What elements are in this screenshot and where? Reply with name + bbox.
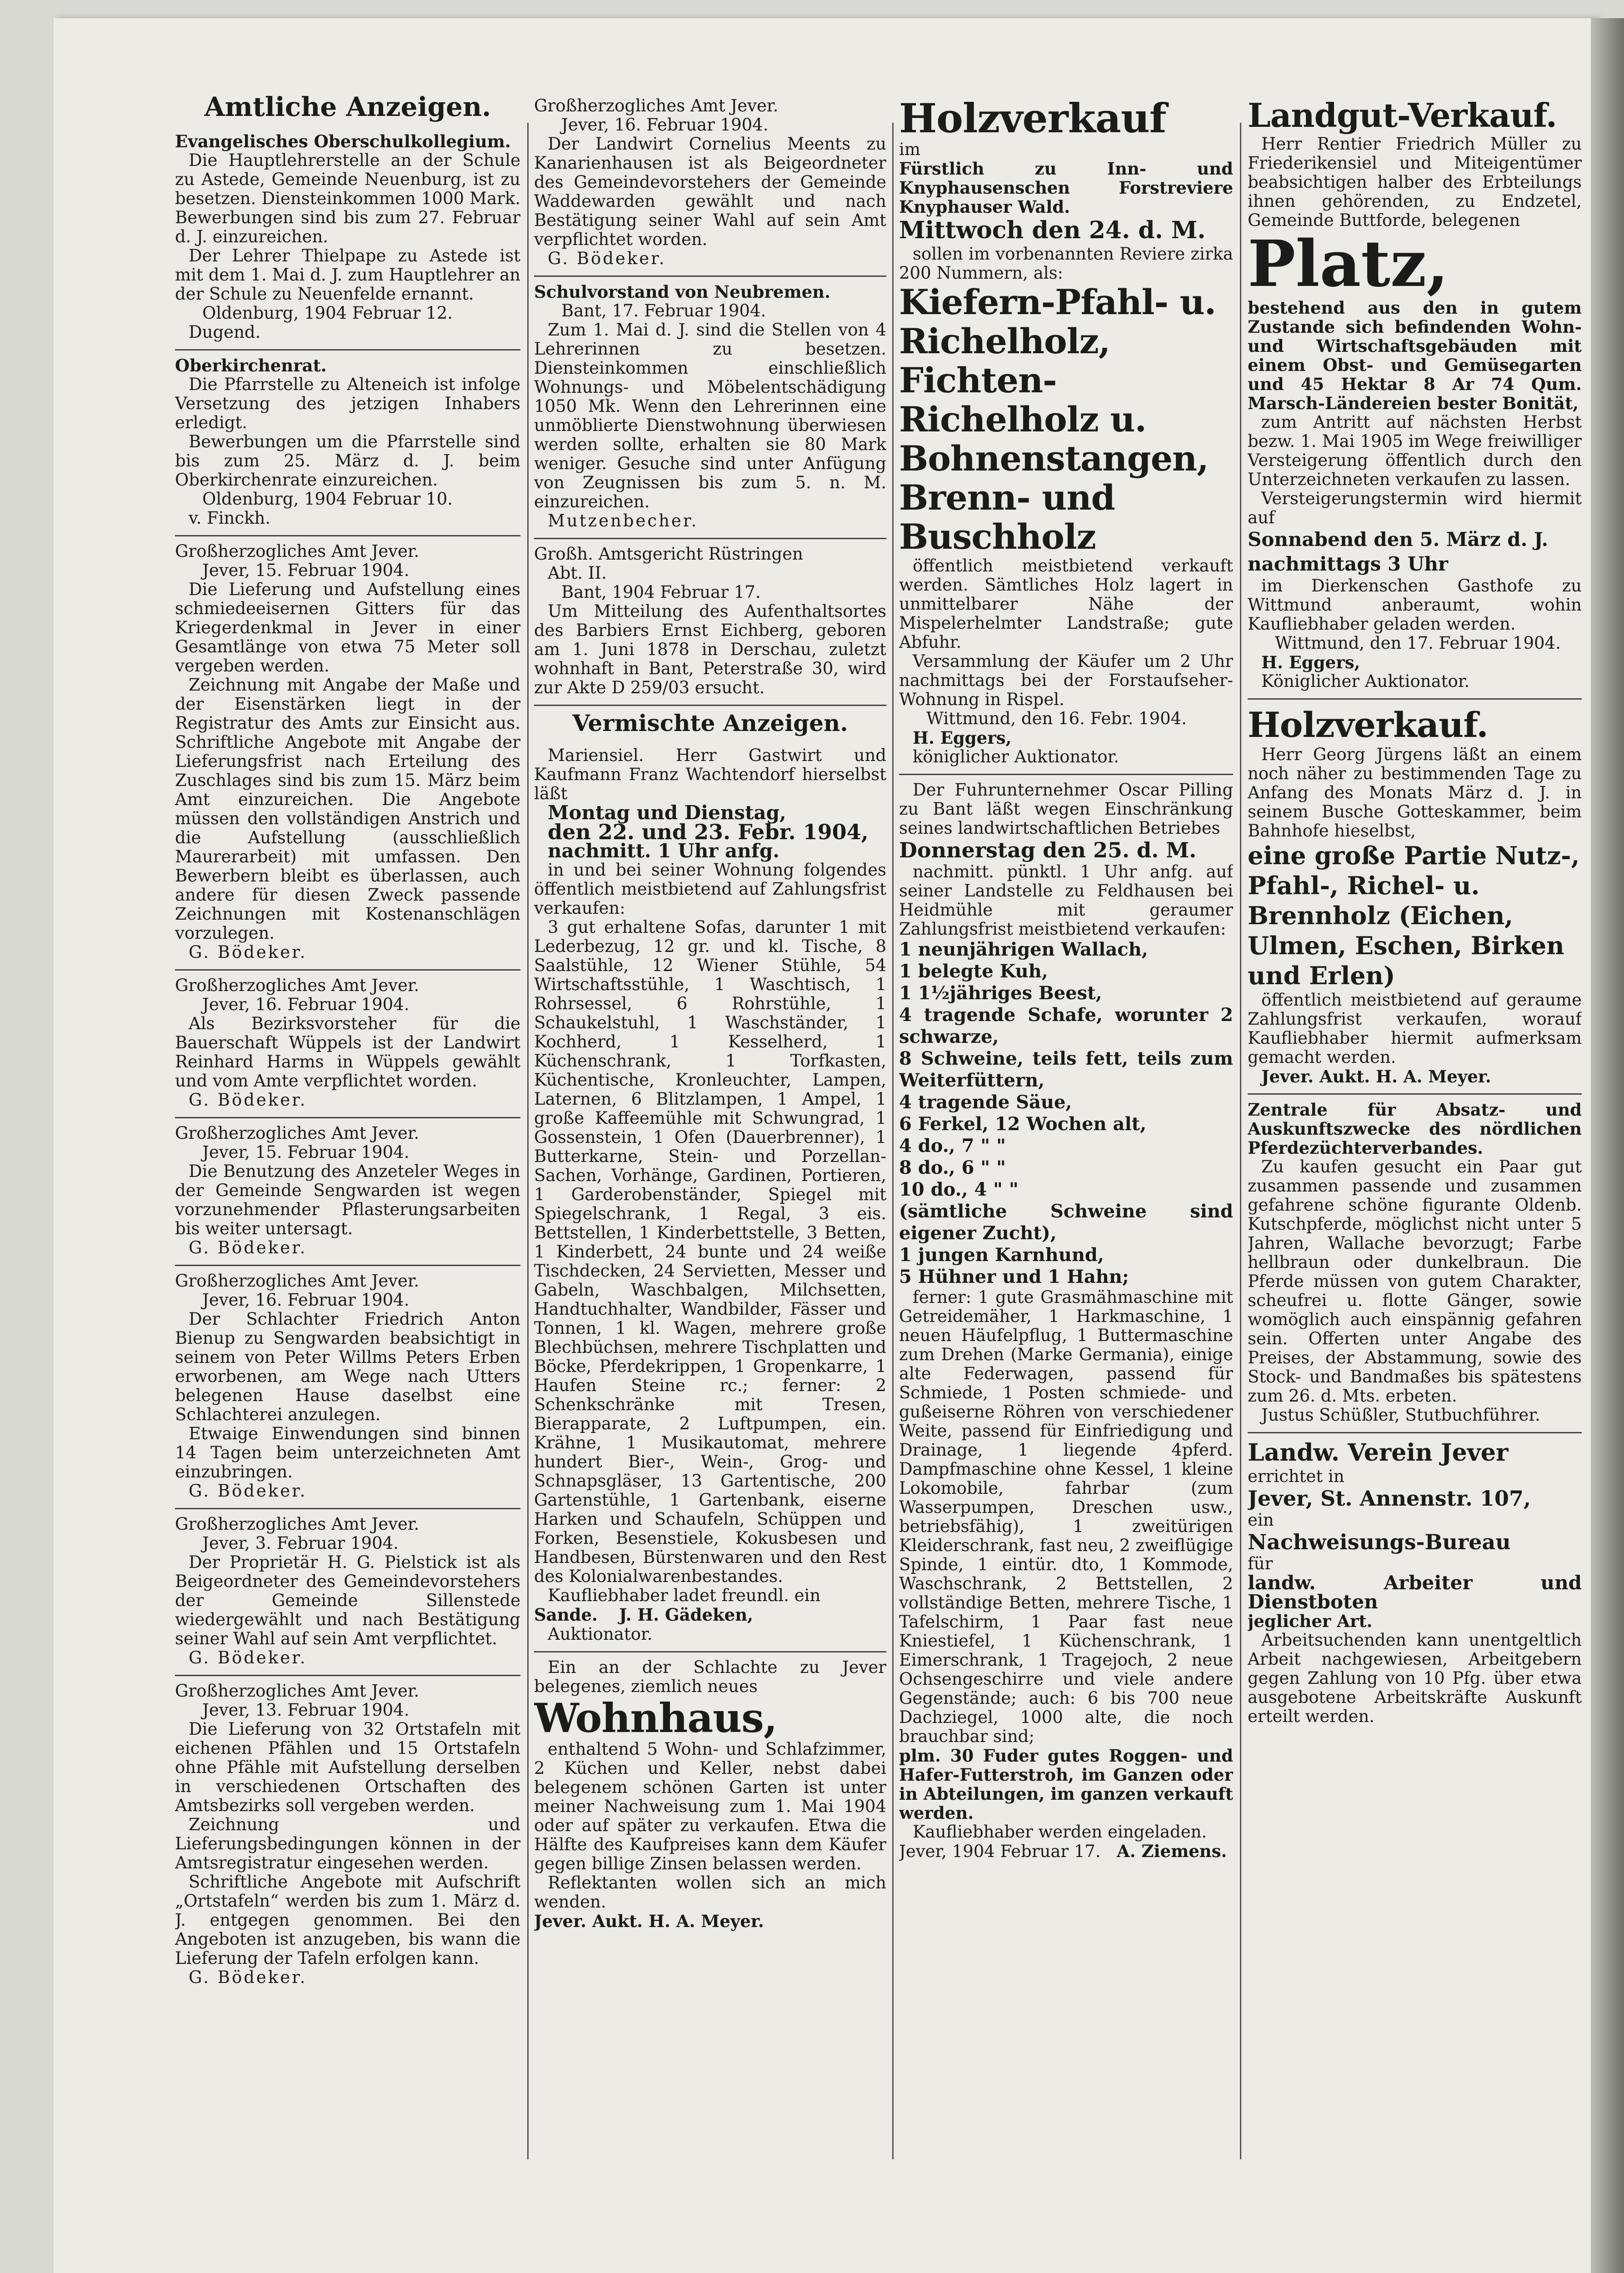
ad-signature: Justus Schüßler, Stutbuchführer.	[1261, 1405, 1540, 1425]
column-notices-misc	[534, 91, 886, 2164]
notice-date: Jever, 16. Februar 1904.	[561, 115, 769, 135]
notice-date: Oldenburg, 1904 Februar 10.	[202, 489, 453, 509]
column-rule	[1240, 123, 1241, 2159]
employment-bureau-ad	[1248, 1433, 1582, 1733]
wood-sale-ad	[1248, 700, 1582, 1095]
notice-date: Jever, 3. Februar 1904.	[202, 1533, 399, 1553]
farm-auction-ad	[899, 775, 1233, 1868]
column-auctions	[899, 91, 1233, 2164]
notice-text: Als Bezirksvorsteher für die Bauerschaft Wüppels ist der Landwirt Reinhard Harms in Wüppels gewählt und vom Amte verpflichtet worden.	[175, 1014, 520, 1091]
notice-text: Zum 1. Mai d. J. sind die Stellen von 4 Lehrerinnen zu besetzen. Diensteinkommen einschließlich Wohnungs- und Möbelentschädigung 1050 Mk. Wenn den Lehrerinnen eine unmöblierte Dienstwohnung überwiesen werden sollte, erhalten sie 80 Mark weniger. Gesuche sind unter Anfügung von Zeugnissen bis zum 5. n. M. einzureichen.	[534, 320, 886, 511]
animal-item: 8 do., 6 " "	[899, 1157, 1006, 1178]
notice-date: Jever, 15. Februar 1904.	[202, 1142, 410, 1162]
notice-text: Die Pfarrstelle zu Alteneich ist infolge Versetzung des jetzigen Inhabers erledigt.	[175, 375, 520, 432]
animal-item: 4 tragende Schafe, worunter 2 schwarze,	[899, 1004, 1233, 1047]
animal-item: 1 jungen Karnhund,	[899, 1244, 1104, 1266]
notice	[175, 1266, 520, 1509]
ad-subline: landw. Arbeiter und Dienstboten	[1248, 1572, 1582, 1613]
notice-signature: Mutzenbecher.	[548, 511, 699, 531]
notice	[175, 126, 520, 350]
ad-text: ferner: 1 gute Grasmähmaschine mit Getreidemäher, 1 Harkmaschine, 1 neuen Häufelpflug, 1 Buttermaschine zum Drehen (Marke Germania), einige alte Federwagen, passend für Schmiede, 1 Posten schmiede- und gußeiserne Röhren von verschiedener Weite, passend für Einfriedigung und Drainage, 1 liegende 4pferd. Dampfmaschine ohne Kessel, 1 kleine Lokomobile, fahrbar (zum Wasserpumpen, Dreschen usw., betriebsfähig), 1 zweitürigen Kleiderschrank, fast neu, 2 zweiflügige Spinde, 1 eintür. dto, 1 Kommode, Waschschrank, 2 Bettstellen, 2 vollständige Betten, mehrere Tische, 1 Tafelschirm, 1 Paar fast neue Kniestiefel, 1 Küchenschrank, 1 Eimerschrank, 1 Tragejoch, 2 neue Ochsengeschirre und viele andere Gegenstände; auch: 6 bis 700 neue Dachziegel, 1000 alte, die noch brauchbar sind;	[899, 1287, 1233, 1746]
ad-title: Zentrale für Absatz- und Auskunftszwecke des nördlichen Pferdezüchterverbandes.	[1248, 1100, 1582, 1158]
ad-big-word: Platz,	[1248, 227, 1449, 301]
estate-sale-ad	[1248, 91, 1582, 700]
ad-date-line: Donnerstag den 25. d. M.	[899, 838, 1197, 862]
ad-text: Herr Georg Jürgens läßt an einem noch näher zu bestimmenden Tage zu Anfang des Monats März d. J. in seinem Busche Gotteskammer, beim Bahnhofe hieselbst,	[1248, 745, 1582, 841]
column-official-notices	[175, 91, 520, 2164]
notice	[175, 1509, 520, 1676]
notice	[175, 1118, 520, 1266]
ad-date-line: Mittwoch den 24. d. M.	[899, 216, 1206, 244]
ad-subline: ein	[1248, 1510, 1274, 1530]
notice-text: Schriftliche Angebote mit Aufschrift „Ortstafeln“ werden bis zum 1. März d. J. entgegen genommen. Bei den Angeboten ist anzugeben, bis wann die Lieferung der Tafeln erfolgen kann.	[175, 1872, 520, 1968]
ad-date-line: Montag und Dienstag,	[548, 801, 786, 824]
animal-item: 4 do., 7 " "	[899, 1135, 1006, 1157]
notice-subtitle: Abt. II.	[548, 563, 607, 583]
notice	[175, 536, 520, 971]
ad-items-headline: Kiefern-Pfahl- u. Richelholz, Fichten-Richelholz u. Bohnenstangen, Brenn- und Buschholz	[899, 282, 1216, 557]
ad-text: Reflektanten wollen sich an mich wenden.	[534, 1873, 886, 1912]
ad-subline: jeglicher Art.	[1248, 1611, 1373, 1631]
ad-text: öffentlich meistbietend verkauft werden. Sämtliches Holz lagert in unmittelbarer Nähe der Mispelerhelmter Landstraße; gute Abfuhr.	[899, 556, 1233, 652]
ad-text: Versteigerungstermin wird hiermit auf	[1248, 489, 1582, 527]
ad-text: Versammlung der Käufer um 2 Uhr nachmittags bei der Forstaufseher-Wohnung in Rispel.	[899, 651, 1233, 709]
ad-date-line: Sonnabend den 5. März d. J.	[1248, 528, 1549, 551]
notice-text: Der Lehrer Thielpape zu Astede ist mit dem 1. Mai d. J. zum Hauptlehrer an der Schule zu Neuenfelde ernannt.	[175, 246, 520, 304]
notice-signature: v. Finckh.	[189, 508, 271, 528]
ad-date-line: den 22. und 23. Febr. 1904,	[548, 820, 869, 844]
page-binding-edge	[1591, 18, 1624, 2273]
notice-title: Großherzogliches Amt Jever.	[534, 96, 779, 115]
ad-signature: J. H. Gädeken,	[619, 1605, 753, 1625]
notice-title: Großherzogliches Amt Jever.	[175, 1271, 420, 1291]
ad-date-line: nachmitt. 1 Uhr anfg.	[548, 840, 780, 862]
notice	[534, 277, 886, 539]
ad-headline: Holzverkauf.	[1248, 705, 1488, 745]
notice-text: Zeichnung mit Angabe der Maße und der Eisenstärken liegt in der Registratur des Amts zur Einsicht aus. Schriftliche Angebote mit Angabe der Lieferungsfrist nach Erteilung des Zuschlages sind bis zum 15. März beim Amt einzureichen. Die Angebote müssen den vollständigen Anstrich und die Aufstellung (ausschließlich Maurerarbeit) mit umfassen. Den Bewerbern bleibt es überlassen, auch andere für diesen Zweck passende Zeichnungen mit Kostenanschlägen vorzulegen.	[175, 675, 520, 943]
ad-headline: Holzverkauf	[899, 95, 1166, 142]
horse-wanted-ad	[1248, 1095, 1582, 1433]
notice-date: Jever, 16. Februar 1904.	[202, 995, 410, 1014]
notice-signature: G. Bödeker.	[189, 1481, 307, 1501]
notice-date: Oldenburg, 1904 Februar 12.	[202, 303, 453, 323]
notice	[175, 1676, 520, 1994]
notice-text: Der Schlachter Friedrich Anton Bienup zu Sengwarden beabsichtigt in seinem von Peter Willms Peters Erben erworbenen, am Wege nach Utters belegenen Hause daselbst eine Schlachterei anzulegen.	[175, 1309, 520, 1424]
column-rule	[527, 123, 529, 2159]
ad-headline: Wohnhaus,	[534, 1694, 777, 1742]
ad-subline: für	[1248, 1554, 1273, 1573]
notice-text: Die Hauptlehrerstelle an der Schule zu Astede, Gemeinde Neuenburg, ist zu besetzen. Diensteinkommen 1000 Mark. Bewerbungen sind bis zum 27. Februar d. J. einzureichen.	[175, 150, 520, 246]
ad-intro: Der Fuhrunternehmer Oscar Pilling zu Bant läßt wegen Einschränkung seines landwirtschaftlichen Betriebes	[899, 780, 1233, 838]
ad-role: Königlicher Auktionator.	[1261, 671, 1470, 691]
ad-text: plm. 30 Fuder gutes Roggen- und Hafer-Futterstroh, im Ganzen oder in Abteilungen, im ganzen verkauft werden.	[899, 1746, 1233, 1823]
animal-item: 5 Hühner und 1 Hahn;	[899, 1266, 1129, 1287]
ad-headline: Nachweisungs-Bureau	[1248, 1530, 1511, 1554]
ad-intro: Ein an der Schlachte zu Jever belegenes, ziemlich neues	[534, 1657, 886, 1696]
notice	[534, 91, 886, 277]
column-rule	[892, 123, 894, 2159]
notice-date: Jever, 16. Februar 1904.	[202, 1290, 410, 1310]
ad-text: in und bei seiner Wohnung folgendes öffentlich meistbietend auf Zahlungsfrist verkaufen:	[534, 860, 886, 918]
ad-date-line: nachmittags 3 Uhr	[1248, 553, 1449, 575]
notice	[534, 539, 886, 706]
notice-title: Großherzogliches Amt Jever.	[175, 1514, 420, 1534]
ad-text: Kaufliebhaber werden eingeladen.	[913, 1822, 1207, 1842]
ad-signature: Jever. Aukt. H. A. Meyer.	[1261, 1066, 1491, 1086]
animal-item: 4 tragende Säue,	[899, 1091, 1072, 1113]
animal-item: (sämtliche Schweine sind eigener Zucht),	[899, 1201, 1233, 1244]
ad-signature: H. Eggers,	[913, 728, 1012, 748]
notice-title: Großherzogliches Amt Jever.	[175, 1681, 420, 1701]
notice	[175, 971, 520, 1118]
notice-title: Großh. Amtsgericht Rüstringen	[534, 544, 803, 564]
ad-subline: errichtet in	[1248, 1467, 1344, 1486]
notice-signature: Dugend.	[189, 322, 261, 342]
ad-text: enthaltend 5 Wohn- und Schlafzimmer, 2 Küchen und Keller, nebst dabei belegenem schönen Garten ist unter meiner Nachweisung zum 1. Mai 1904 oder auf später zu verkaufen. Etwa die Hälfte des Kaufpreises kann dem Käufer gegen billige Zinsen belassen werden.	[534, 1739, 886, 1873]
ad-intro: Mariensiel. Herr Gastwirt und Kaufmann Franz Wachtendorf hierselbst läßt	[534, 746, 886, 803]
notice-title: Großherzogliches Amt Jever.	[175, 1123, 420, 1143]
animal-item: 1 1½jähriges Beest,	[899, 982, 1102, 1004]
ad-signature: H. Eggers,	[1261, 652, 1360, 672]
ad-title: Landw. Verein Jever	[1248, 1439, 1509, 1467]
notice-title: Oberkirchenrat.	[175, 355, 327, 375]
animal-item: 10 do., 4 " "	[899, 1179, 1019, 1200]
ad-headline: Landgut-Verkauf.	[1248, 96, 1557, 135]
ad-subline: Fürstlich zu Inn- und Knyphausenschen Forstreviere Knyphauser Wald.	[899, 159, 1233, 217]
notice-title: Schulvorstand von Neubremen.	[534, 282, 830, 302]
section-heading: Vermischte Anzeigen.	[572, 710, 848, 736]
ad-text: Kaufliebhaber ladet freundl. ein	[548, 1586, 821, 1605]
ad-signature: A. Ziemens.	[1117, 1841, 1227, 1861]
notice-signature: G. Bödeker.	[189, 942, 307, 962]
ad-text: nachmitt. pünktl. 1 Uhr anfg. auf seiner Landstelle zu Feldhausen bei Heidmühle mit geraumer Zahlungsfrist meistbietend verkaufen:	[899, 862, 1233, 939]
ad-signature: Jever. Aukt. H. A. Meyer.	[534, 1911, 764, 1931]
notice-text: Der Proprietär H. G. Pielstick ist als Beigeordneter des Gemeindevorstehers der Gemeinde Sillenstede wiedergewählt und nach Bestätigung seiner Wahl auf sein Amt verpflichtet.	[175, 1552, 520, 1648]
notice	[175, 350, 520, 536]
notice-text: Der Landwirt Cornelius Meents zu Kanarienhausen ist als Beigeordneter des Gemeindevorstehers der Gemeinde Waddewarden gewählt und nach Bestätigung seiner Wahl auf sein Amt verpflichtet worden.	[534, 134, 886, 249]
auction-ad	[534, 741, 886, 1652]
animal-item: 1 belegte Kuh,	[899, 961, 1048, 982]
notice-title: Großherzogliches Amt Jever.	[175, 976, 420, 995]
ad-text: Zu kaufen gesucht ein Paar gut zusammen passende und zusammen gefahrene schöne figurante Oldenb. Kutschpferde, möglichst nicht unter 5 Jahren, Wallache bevorzugt; Farbe hellbraun oder dunkelbraun. Die Pferde müssen von gutem Charakter, scheufrei u. flotte Gänger, sowie womöglich auch einspännig gefahren sein. Offerten unter Angabe des Preises, der Abstammung, sowie des Stock- und Bandmaßes bis spätestens zum 26. d. Mts. erbeten.	[1248, 1157, 1582, 1406]
notice-signature: G. Bödeker.	[189, 1238, 307, 1257]
notice-date: Bant, 1904 Februar 17.	[561, 582, 761, 602]
notice-text: Um Mitteilung des Aufenthaltsortes des Barbiers Ernst Eichberg, geboren am 1. Juni 1878 in Derschau, zuletzt wohnhaft in Bant, Peterstraße 30, wird zur Akte D 259/03 ersucht.	[534, 601, 886, 697]
ad-text: Herr Rentier Friedrich Müller zu Friederikensiel und Miteigentümer beabsichtigen halber des Erbteilungs ihnen gehörenden, zu Endzetel, Gemeinde Buttforde, belegenen	[1248, 134, 1582, 230]
animal-list	[899, 939, 1233, 1288]
ad-role: königlicher Auktionator.	[913, 747, 1119, 766]
ad-item-list: 3 gut erhaltene Sofas, darunter 1 mit Lederbezug, 12 gr. und kl. Tische, 8 Saalstühle, 12 Wiener Stühle, 54 Wirtschaftsstühle, 1 Waschtisch, 1 Rohrsessel, 6 Rohrstühle, 1 Schaukelstuhl, 1 Waschständer, 1 Kochherd, 1 Kesselherd, 1 Küchenschrank, 1 Torfkasten, Küchentische, Kronleuchter, Lampen, Laternen, 6 Blitzlampen, 1 Ampel, 1 große Kaffeemühle mit Schwungrad, 1 Gossenstein, 1 Ofen (Dauerbrenner), 1 Butterkarne, Stein- und Porzellan-Sachen, Vorhänge, Gardinen, Portieren, 1 Garderobenständer, Spiegel mit Spiegelschrank, 1 Regal, 3 eis. Bettstellen, 1 Kinderbettstelle, 3 Betten, 1 Kinderbett, 24 bunte und 24 weiße Tischdecken, 24 Servietten, Messer und Gabeln, Waschbalgen, Milchsetten, Handtuchhalter, Wandbilder, Fässer und Tonnen, 1 kl. Wagen, mehrere große Blechbüchsen, mehrere Tischplatten und Böcke, Pferdekrippen, 1 Gropenkarre, 1 Haufen Steine rc.; ferner: 2 Schenkschränke mit Tresen, Bierapparate, 2 Luftpumpen, ein. Krähne, 1 Musikautomat, mehrere hundert Bier-, Wein-, Grog- und Schnapsgläser, 13 Gartentische, 200 Gartenstühle, 1 Gartenbank, eiserne Harken und Schaufeln, Schüppen und Forken, Besenstiele, Kokusbesen und Handbesen, Bürstenwaren und den Rest des Kolonialwarenbestandes.	[534, 917, 886, 1586]
ad-text: zum Antritt auf nächsten Herbst bezw. 1. Mai 1905 im Wege freiwilliger Versteigerung öffentlich durch den Unterzeichneten verkaufen zu lassen.	[1248, 412, 1582, 489]
ad-date: Wittmund, den 17. Februar 1904.	[1275, 633, 1561, 653]
ad-text: öffentlich meistbietend auf geraume Zahlungsfrist verkaufen, worauf Kaufliebhaber hiermit aufmerksam gemacht werden.	[1248, 990, 1582, 1067]
animal-item: 6 Ferkel, 12 Wochen alt,	[899, 1113, 1147, 1135]
ad-date: Jever, 1904 Februar 17.	[899, 1842, 1101, 1861]
ad-text: sollen im vorbenannten Reviere zirka 200 Nummern, als:	[899, 244, 1233, 283]
notice-signature: G. Bödeker.	[189, 1968, 307, 1987]
notice-text: Zeichnung und Lieferungsbedingungen können in der Amtsregistratur eingesehen werden.	[175, 1815, 520, 1872]
ad-text: Arbeitsuchenden kann unentgeltlich Arbeit nachgewiesen, Arbeitgebern gegen Zahlung von 10 Pfg. über etwa ausgebotene Arbeitskräfte Auskunft erteilt werden.	[1248, 1630, 1582, 1726]
ad-place: Sande.	[534, 1605, 598, 1625]
ad-text: im Dierkenschen Gasthofe zu Wittmund anberaumt, wohin Kaufliebhaber geladen werden.	[1248, 576, 1582, 634]
notice-text: Etwaige Einwendungen sind binnen 14 Tagen beim unterzeichneten Amt einzubringen.	[175, 1424, 520, 1482]
animal-item: 1 neunjährigen Wallach,	[899, 939, 1148, 960]
ad-place: Jever, St. Annenstr. 107,	[1248, 1486, 1531, 1511]
notice-text: Die Lieferung von 32 Ortstafeln mit eichenen Pfählen und 15 Ortstafeln ohne Pfähle mit Aufstellung derselben in verschiedenen Ortschaften des Amtsbezirks soll vergeben werden.	[175, 1719, 520, 1815]
notice-date: Bant, 17. Februar 1904.	[561, 301, 766, 320]
notice-signature: G. Bödeker.	[548, 249, 666, 268]
notice-text: Die Lieferung und Aufstellung eines schmiedeeisernen Gitters für das Kriegerdenkmal in Jever in einer Gesamtlänge von etwa 75 Meter soll vergeben werden.	[175, 580, 520, 676]
column-estate-sales	[1248, 91, 1582, 2164]
notice-date: Jever, 15. Februar 1904.	[202, 561, 410, 580]
ad-date: Wittmund, den 16. Febr. 1904.	[926, 709, 1187, 728]
notice-title: Großherzogliches Amt Jever.	[175, 541, 420, 561]
ad-role: Auktionator.	[548, 1624, 653, 1644]
notice-text: Die Benutzung des Anzeteler Weges in der Gemeinde Sengwarden ist wegen vorzunehmender Pflasterungsarbeiten bis weiter untersagt.	[175, 1162, 520, 1238]
wood-auction-ad	[899, 91, 1233, 775]
notice-text: Bewerbungen um die Pfarrstelle sind bis zum 25. März d. J. beim Oberkirchenrate einzureichen.	[175, 432, 520, 490]
house-ad	[534, 1652, 886, 1938]
section-heading: Amtliche Anzeigen.	[204, 91, 491, 122]
notice-title: Evangelisches Oberschulkollegium.	[175, 131, 511, 151]
ad-subline: im	[899, 140, 920, 159]
ad-items-headline: eine große Partie Nutz-, Pfahl-, Richel- u. Brennholz (Eichen, Ulmen, Eschen, Birken und Erlen)	[1248, 841, 1580, 990]
notice-signature: G. Bödeker.	[189, 1648, 307, 1667]
notice-signature: G. Bödeker.	[189, 1090, 307, 1110]
animal-item: 8 Schweine, teils fett, teils zum Weiterfüttern,	[899, 1048, 1233, 1091]
notice-date: Jever, 13. Februar 1904.	[202, 1700, 410, 1720]
ad-bold-text: bestehend aus den in gutem Zustande sich befindenden Wohn- und Wirtschaftsgebäuden mit einem Obst- und Gemüsegarten und 45 Hektar 8 Ar 74 Qum. Marsch-Ländereien bester Bonität,	[1248, 298, 1582, 413]
